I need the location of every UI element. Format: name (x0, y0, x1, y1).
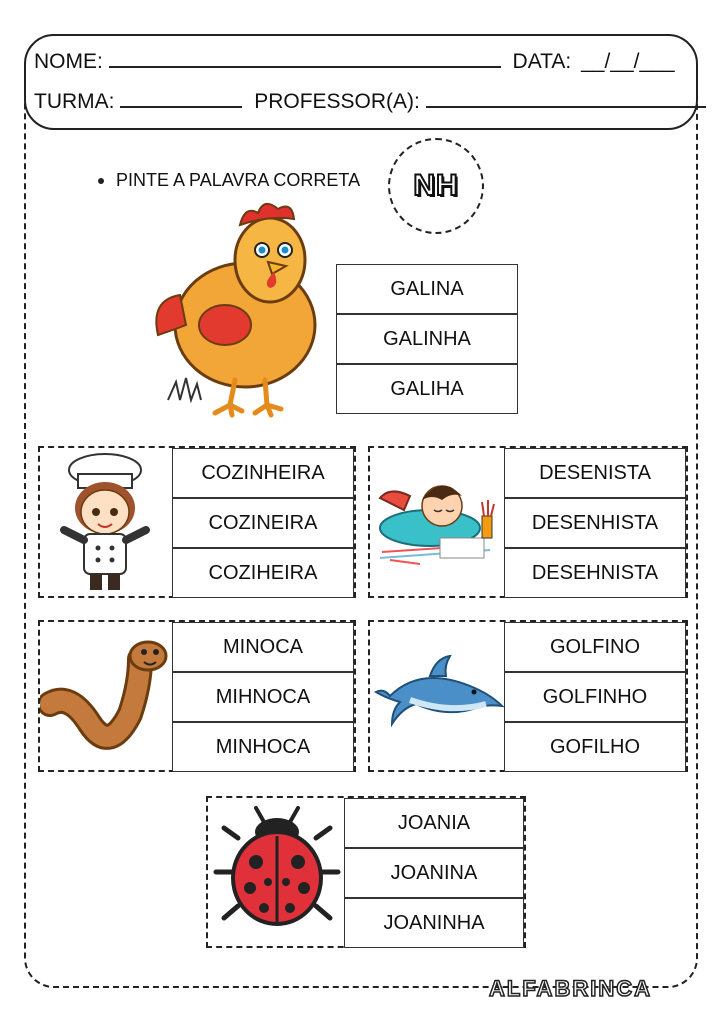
hen-icon (140, 200, 320, 420)
options-chef (172, 448, 354, 596)
bullet-icon (98, 178, 104, 184)
option-galiha[interactable]: GALIHA (336, 364, 518, 414)
option-mihnoca[interactable]: MIHNOCA (172, 672, 354, 722)
option-desehnista[interactable]: DESEHNISTA (504, 548, 686, 598)
option-joania[interactable]: JOANIA (344, 798, 524, 848)
option-joaninha[interactable]: JOANINHA (344, 898, 524, 948)
option-desenista[interactable]: DESENISTA (504, 448, 686, 498)
exercise-worm (38, 620, 356, 772)
option-cozinheira[interactable]: COZINHEIRA (172, 448, 354, 498)
exercise-dolphin (368, 620, 688, 772)
option-minoca[interactable]: MINOCA (172, 622, 354, 672)
date-label: DATA: (512, 50, 572, 73)
teacher-label: PROFESSOR(A): (254, 90, 420, 113)
options-dolphin (504, 622, 686, 770)
option-galina[interactable]: GALINA (336, 264, 518, 314)
option-joanina[interactable]: JOANINA (344, 848, 524, 898)
class-label: TURMA: (34, 90, 115, 113)
teacher-field[interactable] (426, 88, 706, 108)
instruction-text: PINTE A PALAVRA CORRETA (116, 170, 361, 190)
nh-badge (388, 138, 484, 234)
options-worm (172, 622, 354, 770)
name-label: NOME: (34, 50, 103, 73)
header-box (24, 34, 698, 130)
date-field[interactable]: __/__/___ (581, 50, 675, 73)
option-galinha[interactable]: GALINHA (336, 314, 518, 364)
class-field[interactable] (120, 88, 242, 108)
options-hen (336, 264, 518, 414)
chef-icon (40, 448, 174, 596)
option-golfino[interactable]: GOLFINO (504, 622, 686, 672)
option-gofilho[interactable]: GOFILHO (504, 722, 686, 772)
name-field[interactable] (109, 48, 501, 68)
name-row (34, 48, 675, 74)
exercise-drawing-boy (368, 446, 688, 598)
options-drawing-boy (504, 448, 686, 596)
drawing-boy-icon (370, 448, 506, 596)
badge-text: NH (413, 169, 459, 202)
option-minhoca[interactable]: MINHOCA (172, 722, 354, 772)
option-cozineira[interactable]: COZINEIRA (172, 498, 354, 548)
option-coziheira[interactable]: COZIHEIRA (172, 548, 354, 598)
instruction (98, 170, 360, 191)
worm-icon (40, 622, 176, 770)
dolphin-icon (370, 622, 506, 770)
options-ladybug (344, 798, 524, 946)
exercise-ladybug (206, 796, 526, 948)
brand-logo: ALFABRINCA (489, 976, 652, 1001)
ladybug-icon (208, 798, 346, 946)
option-golfinho[interactable]: GOLFINHO (504, 672, 686, 722)
option-desenhista[interactable]: DESENHISTA (504, 498, 686, 548)
exercise-chef (38, 446, 356, 598)
class-row (34, 88, 706, 114)
